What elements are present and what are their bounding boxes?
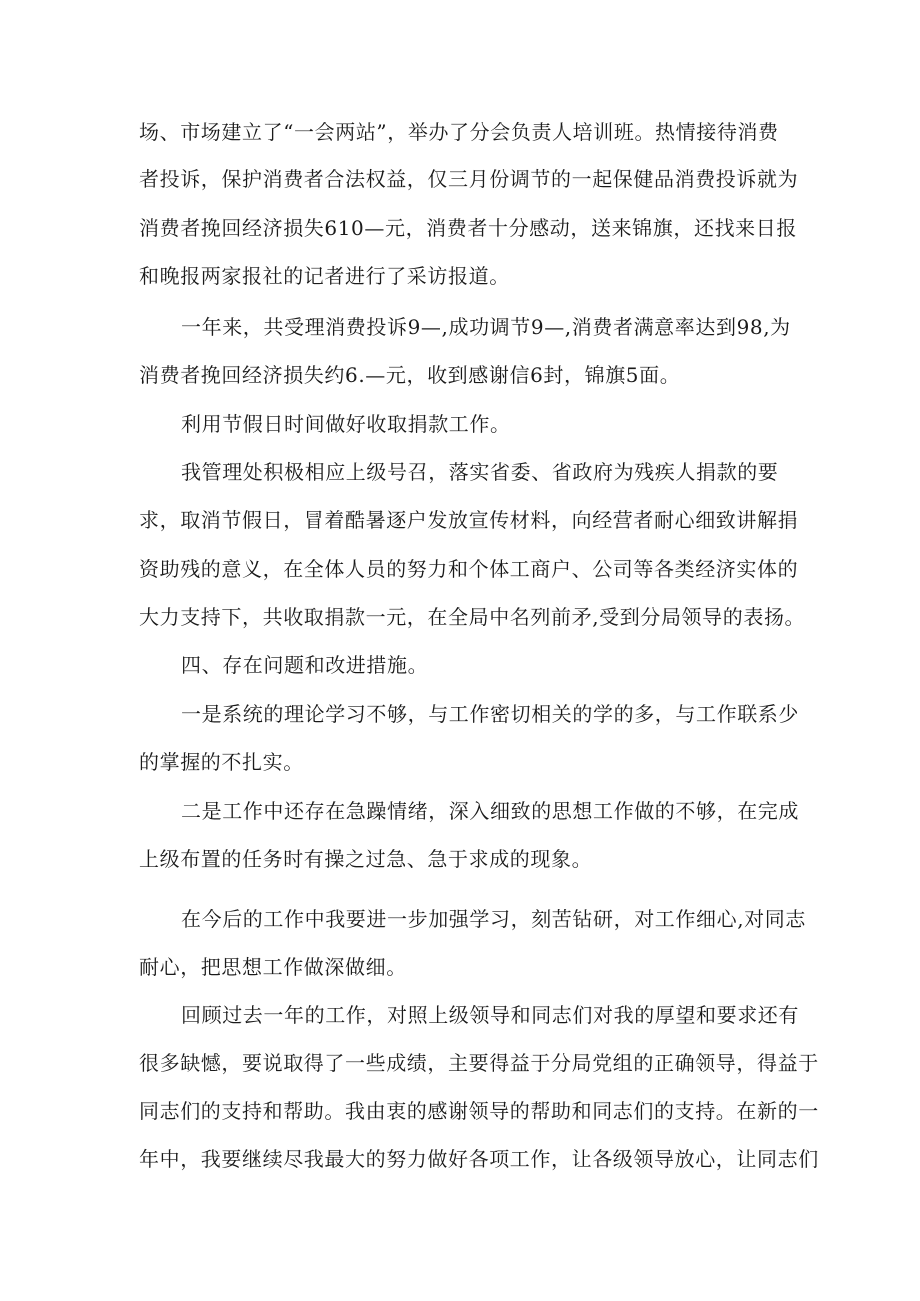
body-text-line: 上级布置的任务时有操之过急、急于求成的现象。 bbox=[139, 847, 593, 871]
paragraph-first-line: 在今后的工作中我要进一步加强学习，刻苦钻研，对工作细心,对同志 bbox=[181, 907, 806, 931]
body-text-line: 很多缺憾，要说取得了一些成绩，主要得益于分局党组的正确领导，得益于 bbox=[139, 1051, 819, 1075]
body-text-line: 大力支持下，共收取捐款一元，在全局中名列前矛,受到分局领导的表扬。 bbox=[139, 605, 806, 629]
body-text-line: 和晚报两家报社的记者进行了采访报道。 bbox=[139, 264, 510, 288]
body-text-line: 求，取消节假日，冒着酷暑逐户发放宣传材料，向经营者耐心细致讲解捐 bbox=[139, 508, 799, 532]
body-text-line: 场、市场建立了“一会两站”，举办了分会负责人培训班。热情接待消费 bbox=[139, 120, 779, 144]
paragraph-first-line: 一是系统的理论学习不够，与工作密切相关的学的多，与工作联系少 bbox=[181, 702, 799, 726]
paragraph-first-line: 我管理处积极相应上级号召，落实省委、省政府为残疾人捐款的要 bbox=[181, 460, 779, 484]
body-text-line: 消费者挽回经济损失约6.—元，收到感谢信6封，锦旗5面。 bbox=[139, 363, 681, 387]
section-heading: 四、存在问题和改进措施。 bbox=[181, 653, 429, 677]
paragraph-heading-line: 利用节假日时间做好收取捐款工作。 bbox=[181, 412, 511, 436]
body-text-line: 同志们的支持和帮助。我由衷的感谢领导的帮助和同志们的支持。在新的一 bbox=[139, 1099, 819, 1123]
body-text-line: 耐心，把思想工作做深做细。 bbox=[139, 955, 407, 979]
body-text-line: 资助残的意义，在全体人员的努力和个体工商户、公司等各类经济实体的 bbox=[139, 557, 799, 581]
paragraph-first-line: 二是工作中还存在急躁情绪，深入细致的思想工作做的不够，在完成 bbox=[181, 799, 799, 823]
paragraph-first-line: 回顾过去一年的工作，对照上级领导和同志们对我的厚望和要求还有 bbox=[181, 1003, 799, 1027]
paragraph-first-line: 一年来，共受理消费投诉9—,成功调节9—,消费者满意率达到98,为 bbox=[181, 315, 791, 339]
body-text-line: 年中，我要继续尽我最大的努力做好各项工作，让各级领导放心，让同志们 bbox=[139, 1147, 819, 1171]
body-text-line: 者投诉，保护消费者合法权益，仅三月份调节的一起保健品消费投诉就为 bbox=[139, 167, 799, 191]
body-text-line: 消费者挽回经济损失610—元，消费者十分感动，送来锦旗，还找来日报 bbox=[139, 216, 797, 240]
body-text-line: 的掌握的不扎实。 bbox=[139, 750, 304, 774]
